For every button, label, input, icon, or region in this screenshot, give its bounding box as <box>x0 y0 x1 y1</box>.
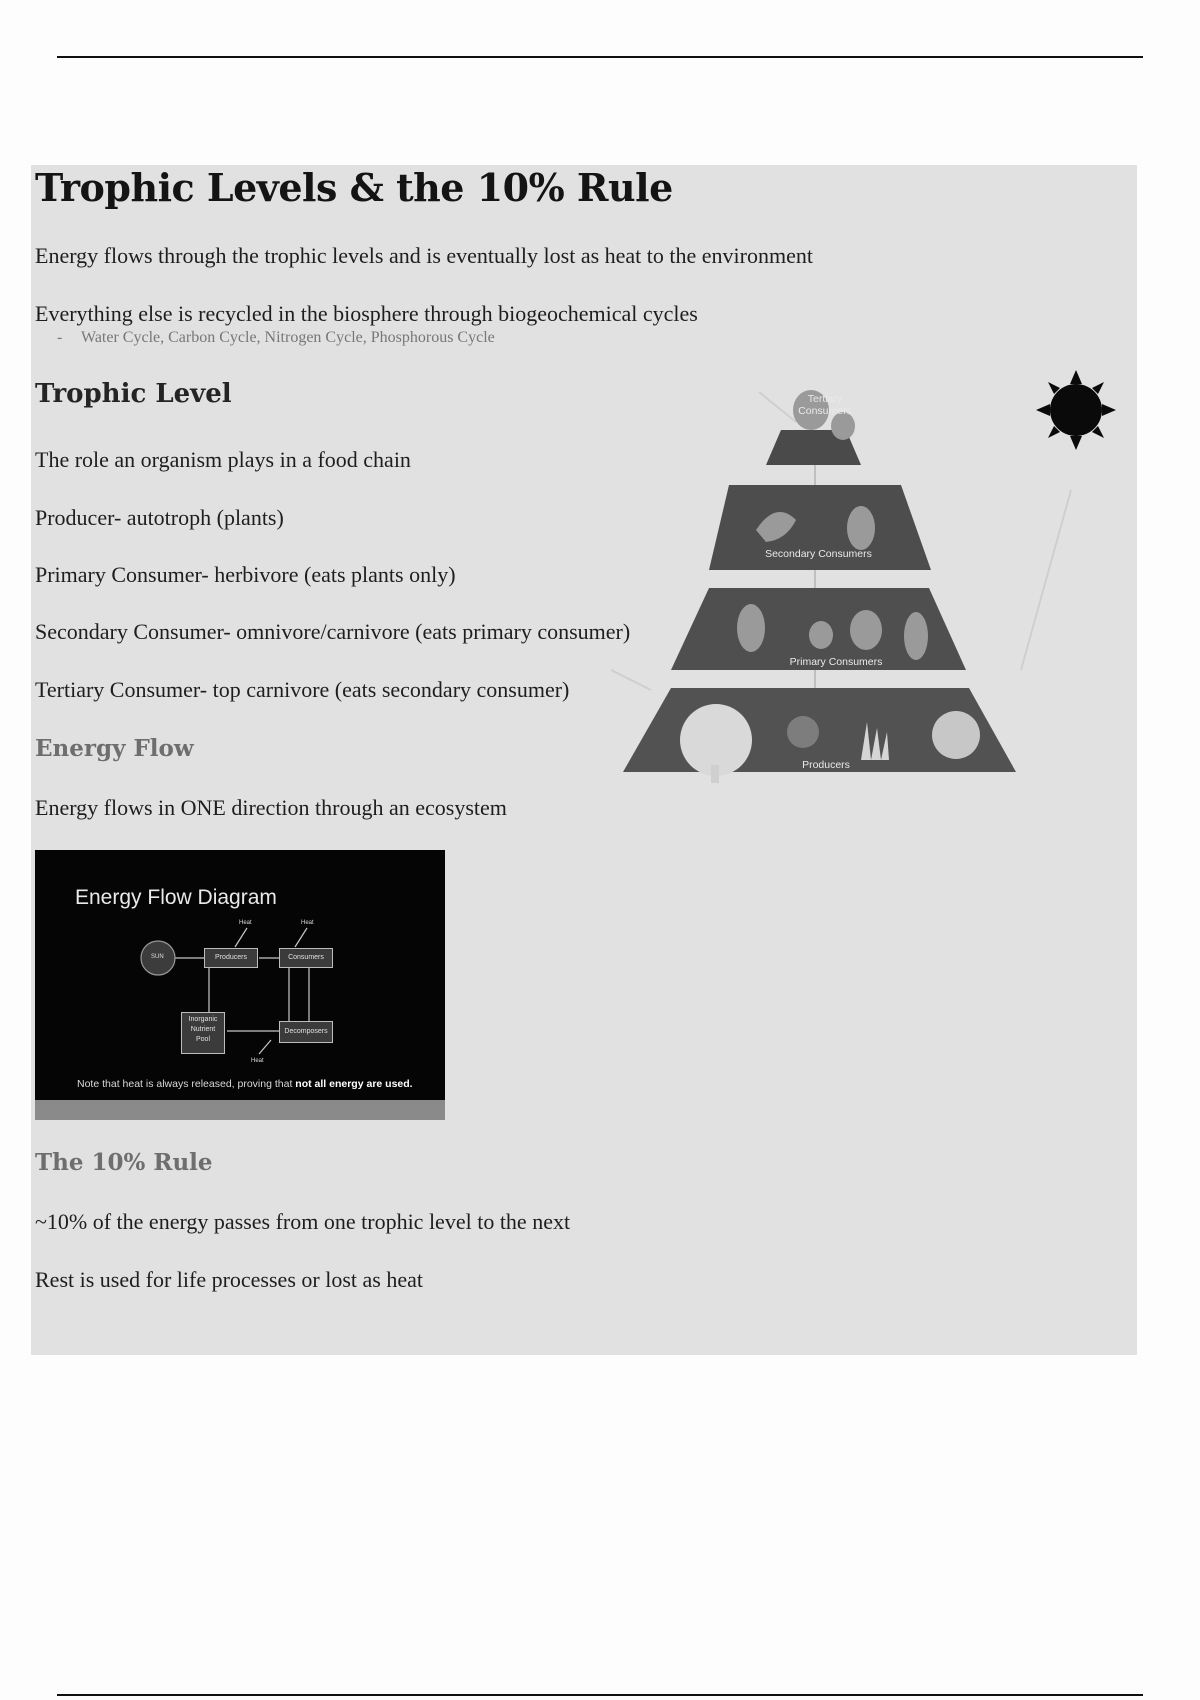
energy-flow-diagram <box>35 850 445 1120</box>
ten-rule-line-2: Rest is used for life processes or lost as heat <box>35 1267 423 1292</box>
decomposers-box: Decomposers <box>279 1021 333 1043</box>
sun-icon <box>1036 370 1116 450</box>
fern-icon <box>932 711 980 759</box>
raccoon-icon <box>737 604 765 652</box>
note-bold: not all energy are used. <box>295 1078 413 1090</box>
producers-box: Producers <box>204 948 258 968</box>
heat-label-2: Heat <box>301 920 314 926</box>
pyramid-label-tertiary <box>785 393 865 417</box>
pool-label-1: Inorganic <box>188 1016 218 1023</box>
pyramid-label-secondary: Secondary Consumers <box>765 548 872 560</box>
coyote-icon <box>847 506 875 550</box>
trophic-line-1: The role an organism plays in a food chain <box>35 447 411 472</box>
sun-label: SUN <box>151 954 164 960</box>
tertiary-label-2: Consumers <box>798 405 852 417</box>
footer-rule <box>57 1694 1143 1696</box>
consumers-box: Consumers <box>279 948 333 968</box>
trophic-line-3: Primary Consumer- herbivore (eats plants only) <box>35 562 456 587</box>
diagram-title: Energy Flow Diagram <box>75 886 277 909</box>
intro-line-2: Everything else is recycled in the biosphere through biogeochemical cycles <box>35 301 698 326</box>
diagram-bottom-band <box>35 1100 445 1120</box>
diagram-note <box>77 1078 413 1090</box>
cycles-list: Water Cycle, Carbon Cycle, Nitrogen Cycle, Phosphorous Cycle <box>81 329 495 346</box>
cycles-bullet: - <box>57 329 63 346</box>
energy-flow-heading: Energy Flow <box>35 735 194 762</box>
pyramid-label-producers: Producers <box>802 759 850 771</box>
trophic-line-2: Producer- autotroph (plants) <box>35 505 284 530</box>
trophic-level-heading: Trophic Level <box>35 379 232 409</box>
trophic-line-4: Secondary Consumer- omnivore/carnivore (eats primary consumer) <box>35 619 631 644</box>
pyramid-label-primary: Primary Consumers <box>789 656 883 668</box>
pool-label-3: Pool <box>195 1036 210 1043</box>
trophic-pyramid <box>611 370 1137 970</box>
header-rule <box>57 56 1143 58</box>
heat-label-3: Heat <box>251 1058 264 1064</box>
energy-flow-text: Energy flows in ONE direction through an ecosystem <box>35 795 507 820</box>
heat-label-1: Heat <box>239 920 252 926</box>
nutrient-pool-box <box>181 1012 225 1054</box>
ten-rule-heading: The 10% Rule <box>35 1149 213 1176</box>
content-panel <box>31 165 1137 1355</box>
intro-line-1: Energy flows through the trophic levels and is eventually lost as heat to the environment <box>35 243 813 268</box>
pool-label-2: Nutrient <box>190 1026 216 1033</box>
tertiary-label-1: Tertiary <box>807 393 843 405</box>
ten-rule-line-1: ~10% of the energy passes from one trophic level to the next <box>35 1209 571 1234</box>
shrub-icon <box>787 716 819 748</box>
deer-icon <box>904 612 928 660</box>
tree-trunk-icon <box>711 765 719 783</box>
page-title: Trophic Levels & the 10% Rule <box>35 165 673 210</box>
note-prefix: Note that heat is always released, proving that <box>77 1078 293 1090</box>
rabbit-icon <box>809 621 833 649</box>
trophic-line-5: Tertiary Consumer- top carnivore (eats secondary consumer) <box>35 677 570 702</box>
turkey-icon <box>850 610 882 650</box>
